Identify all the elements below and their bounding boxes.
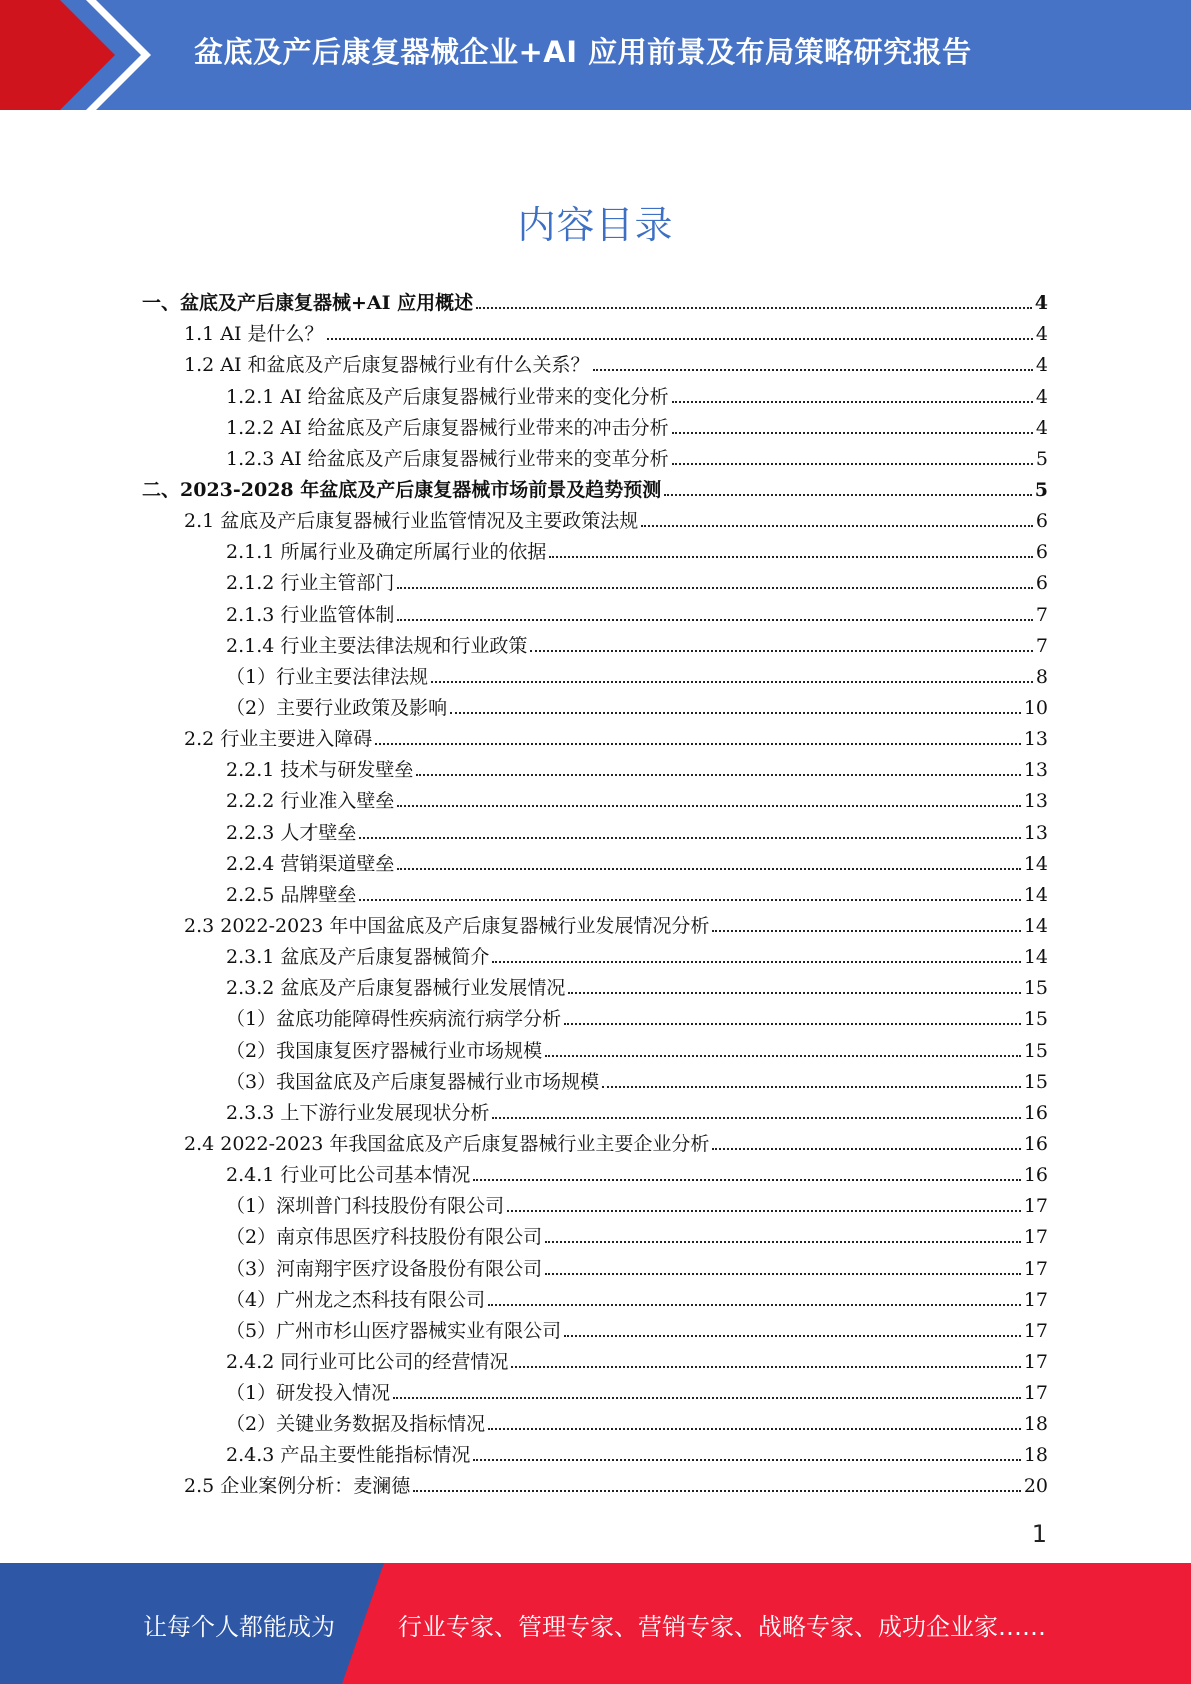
toc-entry-label: （3）河南翔宇医疗设备股份有限公司 (226, 1257, 543, 1280)
toc-entry[interactable] (0, 969, 1048, 1000)
toc-entry-label: 2.5 企业案例分析：麦澜德 (184, 1475, 411, 1498)
page-number: 1 (1031, 1520, 1047, 1548)
toc-entry[interactable] (0, 471, 1048, 502)
toc-dot-leader (375, 743, 1021, 745)
toc-entry-label: 2.4.2 同行业可比公司的经营情况 (226, 1350, 509, 1373)
toc-entry-label: 2.2.3 人才壁垒 (226, 821, 357, 844)
toc-dot-leader (672, 463, 1033, 465)
toc-entry-label: 1.2.1 AI 给盆底及产后康复器械行业带来的变化分析 (226, 385, 669, 408)
toc-dot-leader (359, 837, 1020, 839)
toc-dot-leader (664, 494, 1032, 496)
toc-entry[interactable] (0, 1031, 1048, 1062)
toc-entry-label: 1.1 AI 是什么？ (184, 323, 324, 346)
toc-dot-leader (712, 930, 1020, 932)
toc-dot-leader (327, 338, 1033, 340)
report-footer (0, 1563, 1191, 1684)
toc-entry[interactable] (0, 907, 1048, 938)
toc-entry[interactable] (0, 377, 1048, 408)
toc-entry[interactable] (0, 1094, 1048, 1125)
toc-entry-page: 4 (1035, 354, 1048, 377)
toc-entry-label: 2.1 盆底及产后康复器械行业监管情况及主要政策法规 (184, 510, 639, 533)
toc-entry[interactable] (0, 627, 1048, 658)
toc-dot-leader (712, 1148, 1020, 1150)
toc-dot-leader (492, 1117, 1020, 1119)
toc-entry-page: 4 (1035, 323, 1048, 346)
toc-entry-label: （2）主要行业政策及影响 (226, 696, 448, 719)
toc-entry-page: 14 (1023, 914, 1048, 937)
toc-entry[interactable] (0, 1436, 1048, 1467)
toc-dot-leader (488, 1428, 1021, 1430)
toc-entry-label: 一、盆底及产后康复器械+AI 应用概述 (142, 292, 474, 315)
toc-dot-leader (564, 1335, 1021, 1337)
toc-entry-label: （1）盆底功能障碍性疾病流行病学分析 (226, 1008, 562, 1031)
toc-dot-leader (507, 1210, 1021, 1212)
toc-entry-label: 2.2.1 技术与研发壁垒 (226, 759, 414, 782)
toc-entry-label: （4）广州龙之杰科技有限公司 (226, 1288, 486, 1311)
toc-entry[interactable] (0, 876, 1048, 907)
toc-entry-page: 20 (1023, 1475, 1048, 1498)
toc-entry-page: 16 (1023, 1164, 1048, 1187)
toc-entry-page: 5 (1034, 478, 1048, 501)
toc-entry-page: 13 (1023, 728, 1048, 751)
toc-entry-page: 15 (1023, 1008, 1048, 1031)
toc-dot-leader (564, 1023, 1021, 1025)
toc-entry-label: 二、2023-2028 年盆底及产后康复器械市场前景及趋势预测 (142, 478, 662, 501)
toc-entry[interactable] (0, 1467, 1048, 1498)
toc-entry-page: 4 (1035, 385, 1048, 408)
toc-dot-leader (397, 805, 1020, 807)
toc-entry-label: 2.1.3 行业监管体制 (226, 603, 395, 626)
table-of-contents (0, 284, 1191, 1498)
toc-entry-page: 17 (1023, 1319, 1048, 1342)
toc-entry[interactable] (0, 845, 1048, 876)
toc-entry-label: 1.2 AI 和盆底及产后康复器械行业有什么关系？ (184, 354, 590, 377)
toc-dot-leader (545, 1273, 1021, 1275)
toc-entry-page: 15 (1023, 1039, 1048, 1062)
toc-entry-label: （2）南京伟思医疗科技股份有限公司 (226, 1226, 543, 1249)
toc-entry[interactable] (0, 595, 1048, 626)
toc-entry-page: 16 (1023, 1132, 1048, 1155)
toc-entry-page: 18 (1023, 1413, 1048, 1436)
toc-entry-page: 13 (1023, 821, 1048, 844)
toc-dot-leader (397, 619, 1033, 621)
toc-entry-label: （2）关键业务数据及指标情况 (226, 1413, 486, 1436)
toc-entry-page: 13 (1023, 759, 1048, 782)
toc-dot-leader (568, 992, 1020, 994)
toc-entry[interactable] (0, 1156, 1048, 1187)
toc-entry-page: 17 (1023, 1226, 1048, 1249)
toc-entry-page: 6 (1035, 541, 1048, 564)
toc-entry-page: 4 (1034, 292, 1048, 315)
toc-entry-page: 7 (1035, 603, 1048, 626)
footer-slogan-right: 行业专家、管理专家、营销专家、战略专家、成功企业家…… (398, 1613, 1046, 1641)
toc-dot-leader (641, 525, 1033, 527)
toc-entry-page: 6 (1035, 572, 1048, 595)
toc-entry-page: 18 (1023, 1444, 1048, 1467)
toc-entry-page: 14 (1023, 946, 1048, 969)
toc-dot-leader (393, 1397, 1021, 1399)
toc-entry-label: （1）行业主要法律法规 (226, 665, 429, 688)
toc-dot-leader (431, 681, 1033, 683)
toc-dot-leader (473, 1459, 1020, 1461)
toc-entry[interactable] (0, 284, 1048, 315)
toc-entry-label: 2.1.1 所属行业及确定所属行业的依据 (226, 541, 547, 564)
toc-dot-leader (397, 587, 1033, 589)
toc-dot-leader (492, 961, 1020, 963)
toc-entry[interactable] (0, 564, 1048, 595)
toc-entry[interactable] (0, 533, 1048, 564)
toc-entry[interactable] (0, 782, 1048, 813)
toc-entry-label: 2.3 2022-2023 年中国盆底及产后康复器械行业发展情况分析 (184, 914, 710, 937)
toc-entry-label: 2.1.4 行业主要法律法规和行业政策 (226, 634, 528, 657)
toc-entry[interactable] (0, 1249, 1048, 1280)
toc-entry-label: 2.4 2022-2023 年我国盆底及产后康复器械行业主要企业分析 (184, 1132, 710, 1155)
toc-entry-page: 14 (1023, 883, 1048, 906)
toc-entry[interactable] (0, 720, 1048, 751)
toc-entry[interactable] (0, 1405, 1048, 1436)
toc-entry-page: 15 (1023, 1070, 1048, 1093)
toc-entry[interactable] (0, 1187, 1048, 1218)
report-title: 盆底及产后康复器械企业+AI 应用前景及布局策略研究报告 (194, 35, 972, 69)
toc-entry-label: 2.2.4 营销渠道壁垒 (226, 852, 395, 875)
toc-entry-page: 17 (1023, 1288, 1048, 1311)
toc-entry-page: 17 (1023, 1257, 1048, 1280)
toc-entry[interactable] (0, 315, 1048, 346)
toc-entry[interactable] (0, 1063, 1048, 1094)
toc-dot-leader (602, 1086, 1021, 1088)
toc-entry-page: 14 (1023, 852, 1048, 875)
toc-entry[interactable] (0, 1218, 1048, 1249)
toc-entry[interactable] (0, 1125, 1048, 1156)
toc-entry-label: 1.2.3 AI 给盆底及产后康复器械行业带来的变革分析 (226, 447, 669, 470)
footer-slogan-left: 让每个人都能成为 (143, 1613, 335, 1641)
toc-entry[interactable] (0, 658, 1048, 689)
toc-dot-leader (672, 401, 1033, 403)
toc-entry-label: 2.3.1 盆底及产后康复器械简介 (226, 946, 490, 969)
toc-entry-page: 13 (1023, 790, 1048, 813)
toc-entry[interactable] (0, 502, 1048, 533)
toc-dot-leader (473, 1179, 1020, 1181)
toc-dot-leader (511, 1366, 1020, 1368)
toc-entry-page: 17 (1023, 1382, 1048, 1405)
toc-dot-leader (450, 712, 1021, 714)
toc-entry-label: （1）研发投入情况 (226, 1382, 391, 1405)
toc-dot-leader (545, 1055, 1021, 1057)
toc-entry-label: 2.2.5 品牌壁垒 (226, 883, 357, 906)
toc-entry[interactable] (0, 1281, 1048, 1312)
toc-dot-leader (672, 432, 1033, 434)
toc-dot-leader (413, 1490, 1021, 1492)
toc-entry[interactable] (0, 751, 1048, 782)
toc-entry-label: 2.1.2 行业主管部门 (226, 572, 395, 595)
toc-dot-leader (416, 774, 1020, 776)
toc-entry[interactable] (0, 409, 1048, 440)
toc-entry[interactable] (0, 1000, 1048, 1031)
toc-dot-leader (476, 307, 1032, 309)
header-arrow-decoration (0, 0, 160, 110)
toc-entry-label: 2.4.3 产品主要性能指标情况 (226, 1444, 471, 1467)
toc-dot-leader (593, 369, 1033, 371)
toc-entry-page: 6 (1035, 510, 1048, 533)
toc-entry-page: 7 (1035, 634, 1048, 657)
toc-entry[interactable] (0, 689, 1048, 720)
toc-entry-page: 8 (1035, 665, 1048, 688)
toc-entry[interactable] (0, 938, 1048, 969)
toc-entry-page: 15 (1023, 977, 1048, 1000)
toc-dot-leader (397, 868, 1020, 870)
toc-entry-label: （2）我国康复医疗器械行业市场规模 (226, 1039, 543, 1062)
report-header (0, 0, 1191, 110)
toc-dot-leader (545, 1241, 1021, 1243)
toc-entry-label: （1）深圳普门科技股份有限公司 (226, 1195, 505, 1218)
toc-entry-label: 2.2 行业主要进入障碍 (184, 728, 373, 751)
toc-entry-label: （5）广州市杉山医疗器械实业有限公司 (226, 1319, 562, 1342)
toc-entry-page: 4 (1035, 416, 1048, 439)
toc-dot-leader (359, 899, 1020, 901)
toc-heading: 内容目录 (517, 203, 674, 247)
toc-entry[interactable] (0, 1343, 1048, 1374)
toc-entry[interactable] (0, 440, 1048, 471)
toc-entry-label: 2.3.3 上下游行业发展现状分析 (226, 1101, 490, 1124)
toc-entry-page: 17 (1023, 1350, 1048, 1373)
toc-entry-label: 1.2.2 AI 给盆底及产后康复器械行业带来的冲击分析 (226, 416, 669, 439)
toc-entry[interactable] (0, 346, 1048, 377)
toc-dot-leader (549, 556, 1033, 558)
toc-entry-label: 2.4.1 行业可比公司基本情况 (226, 1164, 471, 1187)
toc-dot-leader (530, 650, 1033, 652)
toc-entry[interactable] (0, 1374, 1048, 1405)
toc-entry-label: 2.3.2 盆底及产后康复器械行业发展情况 (226, 977, 566, 1000)
toc-entry-page: 17 (1023, 1195, 1048, 1218)
toc-entry[interactable] (0, 813, 1048, 844)
toc-entry-label: 2.2.2 行业准入壁垒 (226, 790, 395, 813)
toc-entry-page: 5 (1035, 447, 1048, 470)
toc-entry-label: （3）我国盆底及产后康复器械行业市场规模 (226, 1070, 600, 1093)
toc-dot-leader (488, 1304, 1021, 1306)
toc-entry[interactable] (0, 1312, 1048, 1343)
toc-entry-page: 16 (1023, 1101, 1048, 1124)
toc-entry-page: 10 (1023, 696, 1048, 719)
